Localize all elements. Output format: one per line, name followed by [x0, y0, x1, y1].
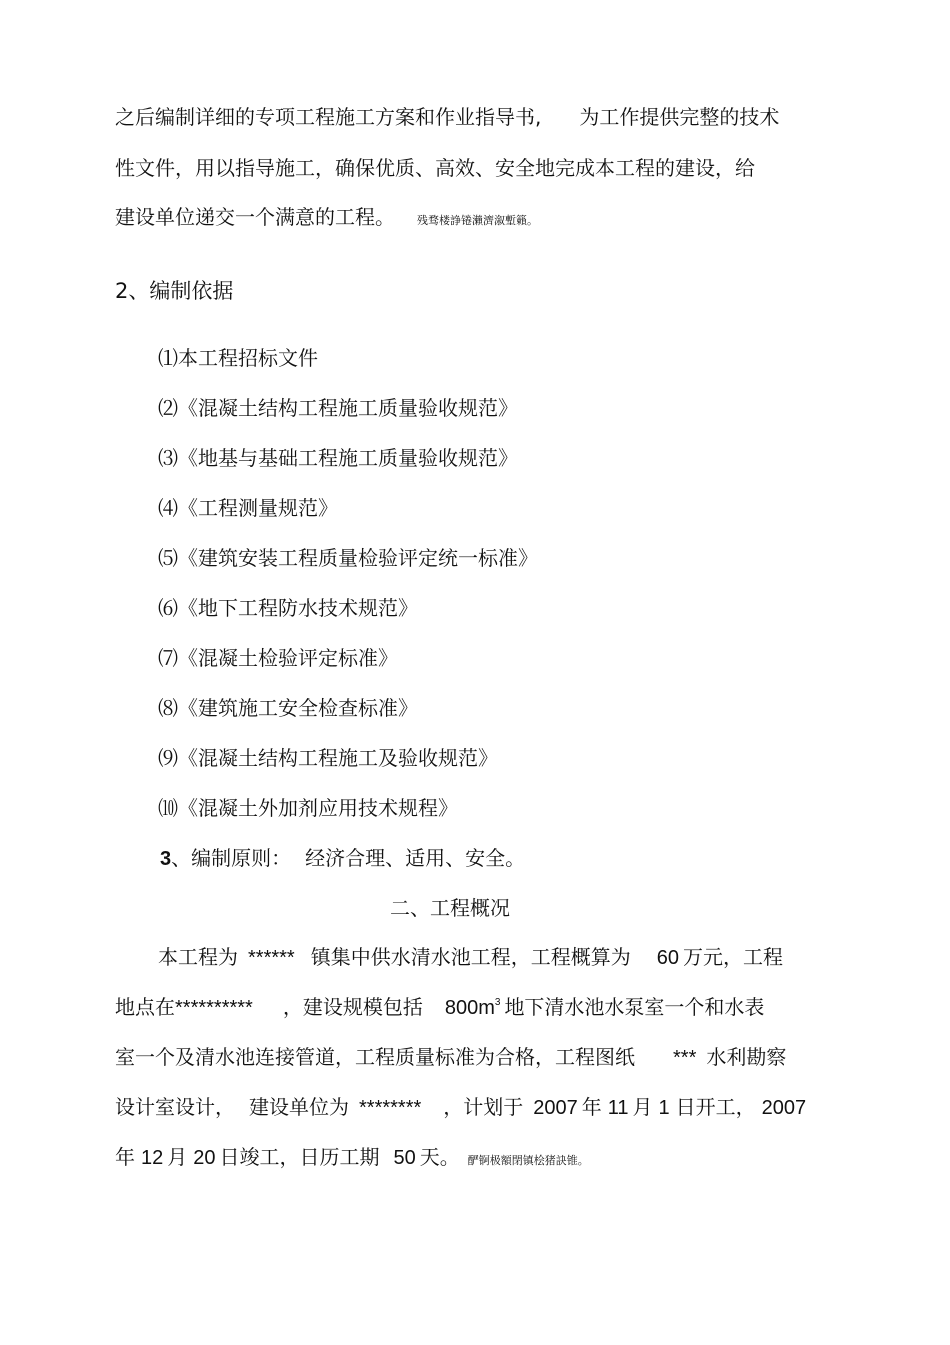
overview-text: 1 [658, 1097, 670, 1119]
basis-item: ⑻《建筑施工安全检查标准》 [158, 696, 418, 720]
intro-line-2 [115, 155, 755, 181]
intro-text: 性文件，用以指导施工，确保优质、高效、安全地完成本工程的建设，给 [115, 156, 755, 180]
intro-text: 为工作提供完整的技术 [579, 105, 780, 129]
section-heading: 2、编制依据 [115, 279, 234, 303]
intro-text: 之后编制详细的专项工程施工方案和作业指导书, [115, 105, 542, 129]
overview-text: ****** [248, 947, 295, 969]
chapter-title: 二、工程概况 [390, 896, 510, 920]
overview-text: 2007 [761, 1097, 807, 1119]
overview-text: 本工程为 [158, 945, 238, 969]
overview-text: 地下清水池水泵室一个和水表 [504, 995, 765, 1019]
overview-text: 天。 [419, 1145, 460, 1169]
overview-text: *** [673, 1047, 697, 1069]
overview-text: 镇集中供水清水池工程，工程概算为 [310, 945, 631, 969]
overview-text: 万元，工程 [682, 945, 783, 969]
overview-text: ******** [359, 1097, 422, 1119]
intro-text: 建设单位递交一个满意的工程。 [115, 205, 395, 229]
section-3 [160, 845, 525, 872]
overview-line-3 [115, 1044, 786, 1071]
overview-text: 地点在 [115, 995, 175, 1019]
overview-text: 日竣工，日历工期 [219, 1145, 380, 1169]
basis-item: ⑼《混凝土结构工程施工及验收规范》 [158, 746, 498, 770]
overview-line-2 [115, 994, 764, 1021]
overview-text: 日开工， [675, 1095, 756, 1119]
intro-note: 残骛楼諍锩瀨濟溆塹籟。 [417, 214, 538, 227]
overview-text: ，计划于 [443, 1095, 524, 1119]
section-value: 经济合理、适用、安全。 [305, 846, 526, 870]
overview-text: 2007 [533, 1097, 578, 1119]
basis-item: ⑸《建筑安装工程质量检验评定统一标准》 [158, 546, 538, 570]
basis-item: ⑵《混凝土结构工程施工质量验收规范》 [158, 396, 518, 420]
overview-text: 月 [167, 1145, 188, 1169]
basis-item: ⑽《混凝土外加剂应用技术规程》 [158, 796, 458, 820]
basis-item: ⑺《混凝土检验评定标准》 [158, 646, 398, 670]
overview-text: 月 [632, 1095, 653, 1119]
overview-text: ********** [175, 997, 253, 1019]
overview-text: 室一个及清水池连接管道，工程质量标准为合格，工程图纸 [115, 1045, 635, 1069]
overview-text: 11 [607, 1097, 629, 1119]
overview-text: 年 [115, 1145, 135, 1169]
overview-line-5 [115, 1144, 589, 1174]
intro-line-1 [115, 104, 779, 130]
overview-text: 建设单位为 [249, 1095, 349, 1119]
basis-item: ⑴本工程招标文件 [158, 346, 318, 370]
overview-text: 12 [141, 1147, 164, 1169]
overview-text: ，建设规模包括 [282, 995, 423, 1019]
basis-item: ⑹《地下工程防水技术规范》 [158, 596, 418, 620]
section-label: 、编制原则： [171, 846, 292, 870]
intro-line-3 [115, 204, 538, 234]
overview-note: 酽锕极額閉镇桧猪訣锥。 [467, 1154, 589, 1167]
basis-item: ⑷《工程测量规范》 [158, 496, 338, 520]
overview-text: 设计室设计， [115, 1095, 235, 1119]
basis-item: ⑶《地基与基础工程施工质量验收规范》 [158, 446, 518, 470]
overview-line-1 [158, 944, 783, 971]
overview-text: 800m [444, 997, 495, 1019]
overview-text: 3 [494, 997, 501, 1008]
overview-text: 60 [656, 947, 679, 969]
overview-text: 水利勘察 [706, 1045, 787, 1069]
overview-text: 20 [193, 1147, 216, 1169]
overview-text: 50 [393, 1147, 416, 1169]
section-number: 3 [160, 848, 172, 870]
overview-line-4 [115, 1094, 806, 1121]
overview-text: 年 [581, 1095, 602, 1119]
